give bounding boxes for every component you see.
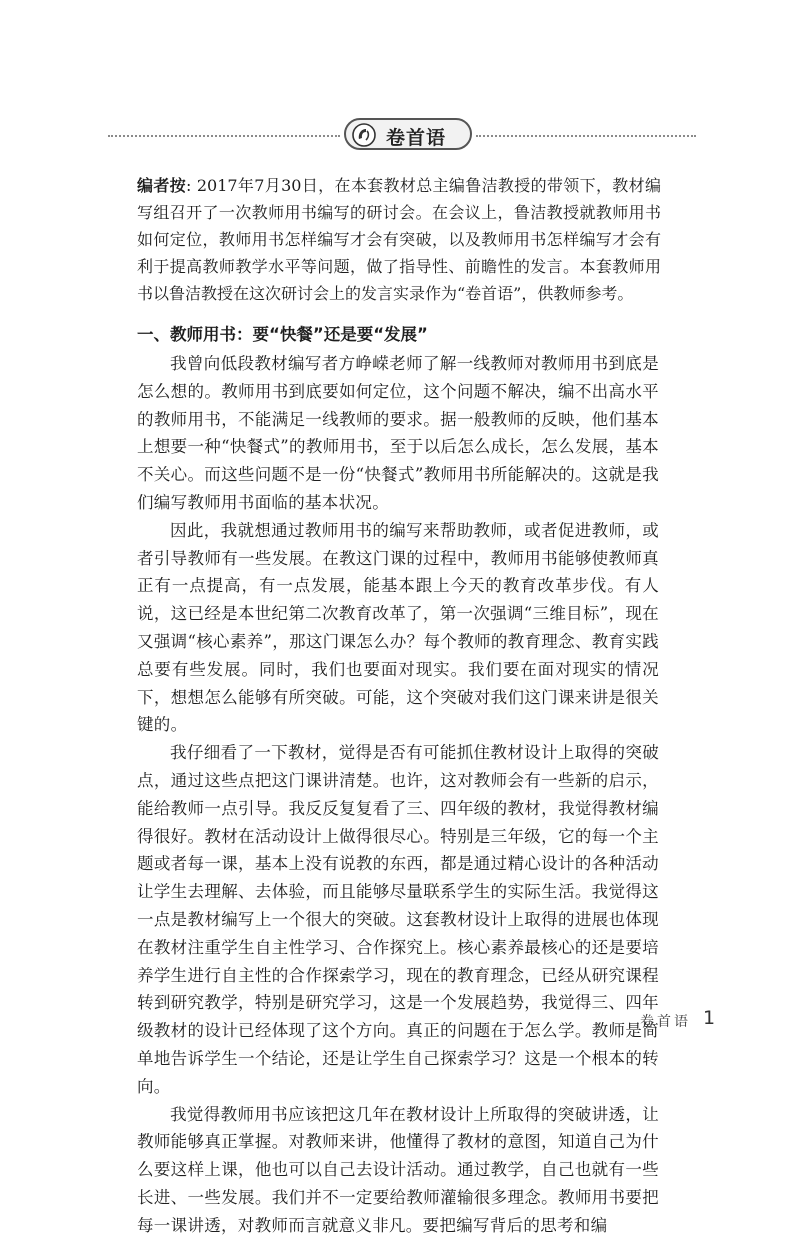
speech-bubble-icon [352,123,376,147]
dotted-rule-left [108,135,340,137]
section-heading: 一、教师用书：要“快餐”还是要“发展” [137,325,428,344]
body-paragraph: 因此，我就想通过教师用书的编写来帮助教师，或者促进教师，或者引导教师有一些发展。在教这门课的过程中，教师用书能够使教师真正有一点提高，有一点发展，能基本跟上今天的教育改革步伐。有人说，这已经是本世纪第二次教育改革了，第一次强调“三维目标”，现在又强调“核心素养”，那这门课怎么办？每个教师的教育理念、教育实践总要有些发展。同时，我们也要面对现实。我们要在面对现实的情况下，想想怎么能够有所突破。可能，这个突破对我们这门课来讲是很关键的。 [137,520,659,735]
body-paragraph: 我曾向低段教材编写者方峥嵘老师了解一线教师对教师用书到底是怎么想的。教师用书到底要如何定位，这个问题不解决，编不出高水平的教师用书，不能满足一线教师的要求。据一般教师的反映，他们基本上想要一种“快餐式”的教师用书，至于以后怎么成长，怎么发展，基本不关心。而这些问题不是一份“快餐式”教师用书所能解决的。这就是我们编写教师用书面临的基本状况。 [137,354,659,512]
editor-note [137,172,661,307]
page-number: 1 [703,1007,716,1029]
editor-note-label: 编者按 [137,176,187,195]
body-paragraph: 我仔细看了一下教材，觉得是否有可能抓住教材设计上取得的突破点，通过这些点把这门课讲清楚。也许，这对教师会有一些新的启示，能给教师一点引导。我反反复复看了三、四年级的教材，我觉得教材编得很好。教材在活动设计上做得很尽心。特别是三年级，它的每一个主题或者每一课，基本上没有说教的东西，都是通过精心设计的各种活动让学生去理解、去体验，而且能够尽量联系学生的实际生活。我觉得这一点是教材编写上一个很大的突破。这套教材设计上取得的进展也体现在教材注重学生自主性学习、合作探究上。核心素养最核心的还是要培养学生进行自主性的合作探索学习，现在的教育理念，已经从研究课程转到研究教学，特别是研究学习，这是一个发展趋势，我觉得三、四年级教材的设计已经体现了这个方向。真正的问题在于怎么学。教师是简单地告诉学生一个结论，还是让学生自己探索学习？这是一个根本的转向。 [137,743,659,1096]
dotted-rule-right [476,135,696,137]
body-paragraph: 我觉得教师用书应该把这几年在教材设计上所取得的突破讲透，让教师能够真正掌握。对教师来讲，他懂得了教材的意图，知道自己为什么要这样上课，他也可以自己去设计活动。通过教学，自己也就有一些长进、一些发展。我们并不一定要给教师灌输很多理念。教师用书要把每一课讲透，对教师而言就意义非凡。要把编写背后的思考和编 [137,1104,659,1235]
editor-note-text: : 2017年7月30日，在本套教材总主编鲁洁教授的带领下，教材编写组召开了一次教师用书编写的研讨会。在会议上，鲁洁教授就教师用书如何定位，教师用书怎样编写才会有突破，以及教师用书怎样编写才会有利于提高教师教学水平等问题，做了指导性、前瞻性的发言。本套教师用书以鲁洁教授在这次研讨会上的发言实录作为“卷首语”，供教师参考。 [137,176,661,303]
body-text [137,350,659,1240]
chapter-title: 卷首语 [386,127,447,149]
chapter-header [108,118,696,152]
running-footer: 卷首语 [640,1014,691,1030]
chapter-title-badge [344,118,472,150]
